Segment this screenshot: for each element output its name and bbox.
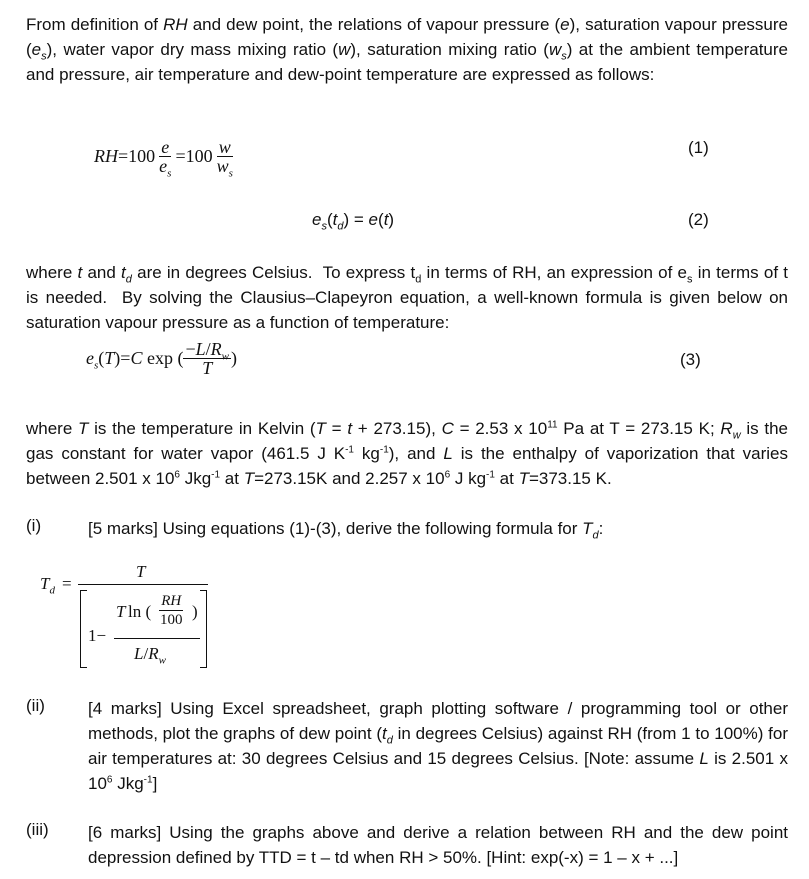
item-ii-text: [4 marks] Using Excel spreadsheet, graph plotting software / programming tool or other methods, plot the graphs of dew point ($t_d$ in degrees Celsius) against RH (from 1 to 100%) for air temperatures at: 30 degrees Celsius and 15 degrees Celsius. [Note: assume L is 2.501 x $10^6$ Jkg$^{-1}$] [88, 699, 788, 793]
equation-td: $T_d$ = T 1− T ln ( $\frac{RH}{100}$ ) $L/R_w$ [40, 562, 240, 672]
equation-2: $e_s(t_d) = e(t)$ [312, 210, 395, 233]
item-iii-label: (iii) [26, 820, 49, 839]
paragraph-3: where T is the temperature in Kelvin (T = t + 273.15), C = 2.53 x $10^{11}$ Pa at T = 273.15 K; $R_w$ is the gas constant for water vapor (461.5 J $K^{-1}$ $kg^{-1}$), and L is the enthalpy of vaporization that varies between 2.501 x $10^6$ Jkg$^{-1}$ at T=273.15K and 2.257 x $10^6$ J $kg^{-1}$ at T=373.15 K. [26, 419, 789, 488]
item-ii-label: (ii) [26, 696, 45, 715]
item-iii-text: [6 marks] Using the graphs above and derive a relation between RH and the dew point depression defined by TTD = t – td when RH > 50%. [Hint: exp(-x) = 1 – x + ...] [88, 823, 788, 867]
equation-3-number: (3) [680, 350, 701, 369]
equation-1: RH =100 $\frac{e}{e_s}$ =100 $\frac{w}{w_s}$ [94, 137, 233, 180]
item-i-label: (i) [26, 516, 42, 535]
equation-3: $e_s$ ( T )= C exp ( $\frac{-L/R_w}{T}$ ) [86, 339, 237, 378]
equation-2-number: (2) [688, 210, 709, 229]
intro-paragraph: From definition of RH and dew point, the relations of vapour pressure (e), saturation vapour pressure $(e_s)$, water vapor dry mass mixing ratio (w), saturation mixing ratio $(w_s)$ at the ambient temperature and pressure, air temperature and dew-point temperature are expressed as follows: [26, 15, 788, 84]
equation-1-number: (1) [688, 138, 709, 157]
paragraph-2: where t and $t_d$ are in degrees Celsius. To express $t_d$ in terms of RH, an expression of $e_s$ in terms of t is needed. By solving the Clausius–Clapeyron equation, a well-known formula is given below on saturation vapour pressure as a function of temperature: [26, 263, 788, 332]
item-i-text: [5 marks] Using equations (1)-(3), derive the following formula for $T_d$: [88, 519, 604, 542]
